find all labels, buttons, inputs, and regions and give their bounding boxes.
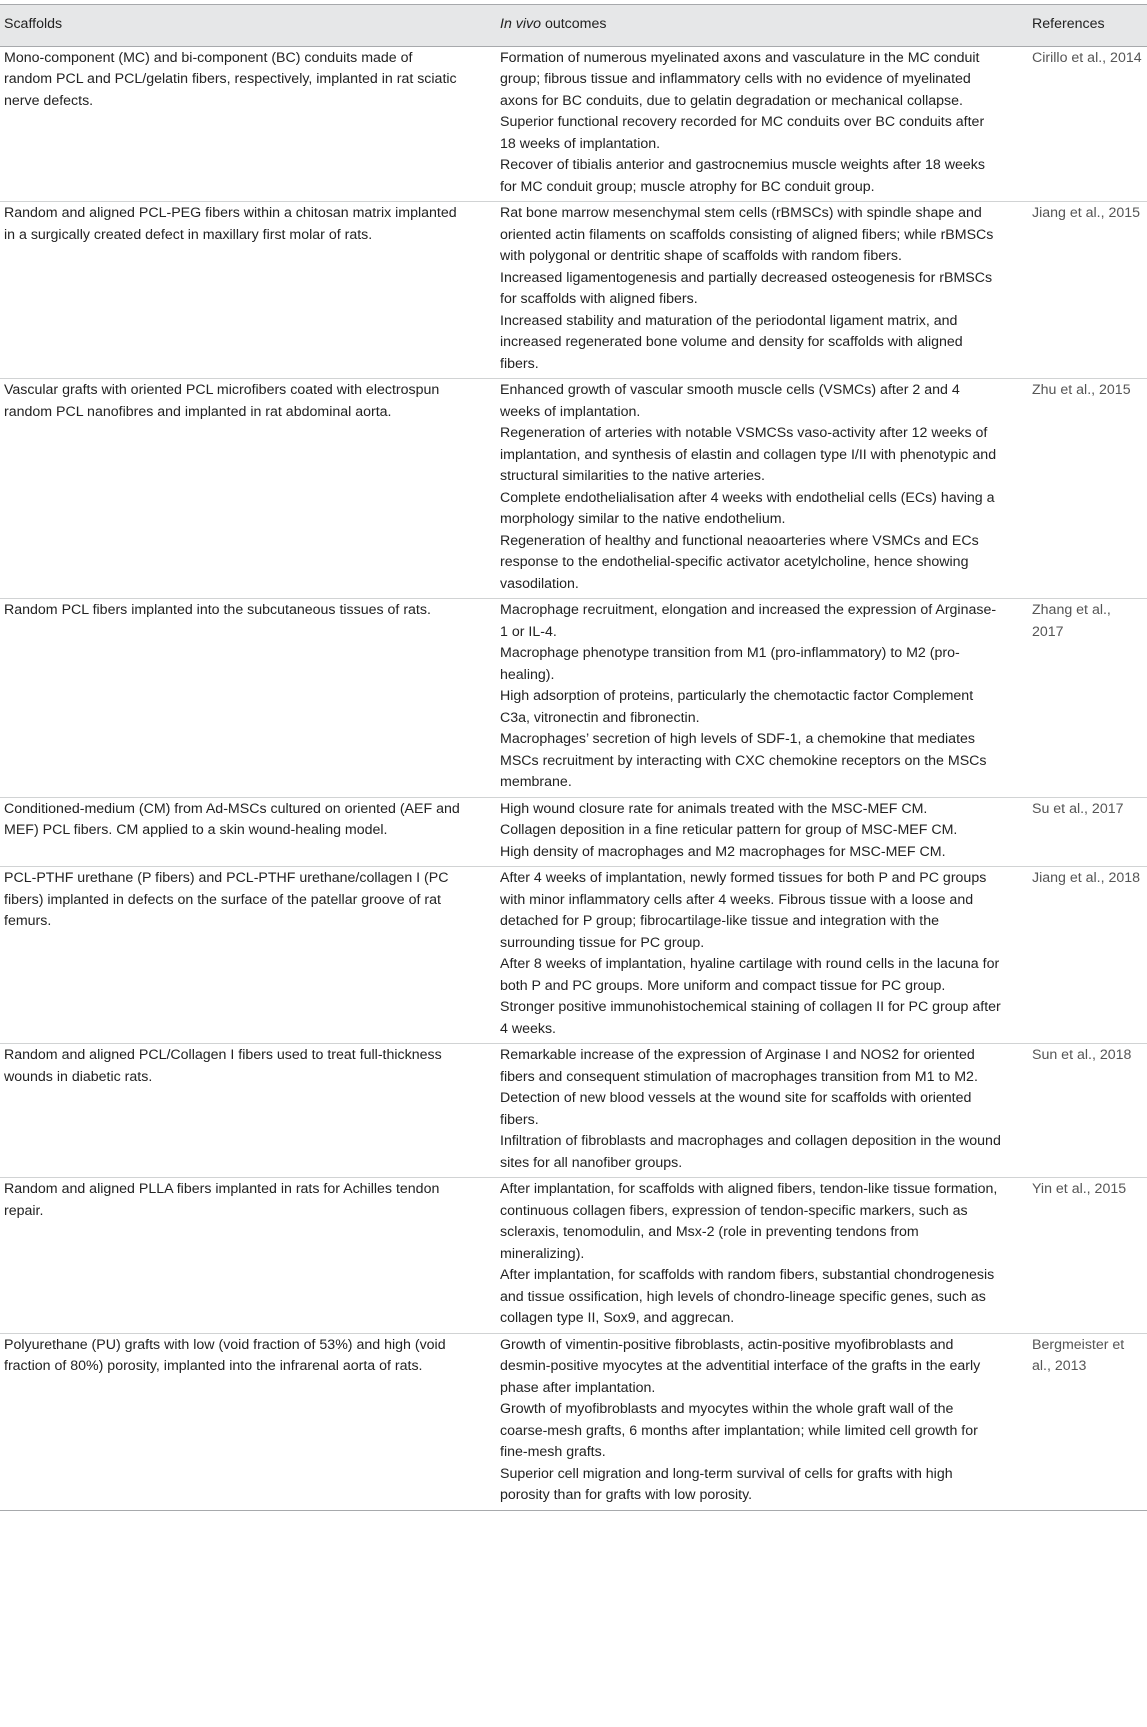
- outcome-item: After implantation, for scaffolds with aligned fibers, tendon-like tissue formation, continuous collagen fibers, expression of tendon-specific markers, such as scleraxis, tenomodulin, and Msx-2 (role in preventing tendons from mineralizing).: [500, 1181, 998, 1262]
- scaffold-cell: Conditioned-medium (CM) from Ad-MSCs cultured on oriented (AEF and MEF) PCL fibers. CM applied to a skin wound-healing model.: [0, 797, 476, 867]
- outcome-item: Increased stability and maturation of the periodontal ligament matrix, and increased regenerated bone volume and density for scaffolds with aligned fibers.: [500, 312, 963, 372]
- table-body: [0, 46, 1147, 1510]
- header-scaffolds: Scaffolds: [0, 5, 476, 47]
- outcome-item: Growth of vimentin-positive fibroblasts, actin-positive myofibroblasts and desmin-positive myocytes at the adventitial interface of the grafts in the early phase after implantation.: [500, 1336, 981, 1396]
- reference-cell: Zhang et al., 2017: [1012, 599, 1147, 798]
- table-row: [0, 202, 1147, 379]
- reference-cell: Su et al., 2017: [1012, 797, 1147, 867]
- outcome-item: Superior functional recovery recorded for MC conduits over BC conduits after 18 weeks of implantation.: [500, 114, 985, 152]
- scaffold-cell: Mono-component (MC) and bi-component (BC) conduits made of random PCL and PCL/gelatin fibers, respectively, implanted in rat sciatic nerve defects.: [0, 46, 476, 202]
- outcomes-cell: [476, 202, 1012, 379]
- header-row: [0, 5, 1147, 47]
- table-row: [0, 1333, 1147, 1510]
- outcomes-cell: [476, 867, 1012, 1044]
- table-header: [0, 5, 1147, 47]
- outcome-item: Increased ligamentogenesis and partially decreased osteogenesis for rBMSCs for scaffolds with aligned fibers.: [500, 269, 993, 307]
- outcome-item: Macrophage recruitment, elongation and increased the expression of Arginase-1 or IL-4.: [500, 602, 997, 640]
- outcome-item: Enhanced growth of vascular smooth muscle cells (VSMCs) after 2 and 4 weeks of implantation.: [500, 382, 960, 420]
- outcome-item: Formation of numerous myelinated axons and vasculature in the MC conduit group; fibrous tissue and inflammatory cells with no evidence of myelinated axons for BC conduits, due to gelatin degradation or mechanical collapse.: [500, 49, 980, 109]
- header-outcomes: [476, 5, 1012, 47]
- outcome-item: Macrophages’ secretion of high levels of SDF-1, a chemokine that mediates MSCs recruitment by interacting with CXC chemokine receptors on the MSCs membrane.: [500, 731, 987, 790]
- header-outcomes-italic: In vivo: [500, 16, 542, 32]
- table-row: [0, 867, 1147, 1044]
- outcome-item: High adsorption of proteins, particularly the chemotactic factor Complement C3a, vitronectin and fibronectin.: [500, 688, 974, 726]
- outcome-item: Recover of tibialis anterior and gastrocnemius muscle weights after 18 weeks for MC conduit group; muscle atrophy for BC conduit group.: [500, 157, 985, 195]
- reference-cell: Zhu et al., 2015: [1012, 379, 1147, 599]
- table-row: [0, 1044, 1147, 1178]
- outcomes-cell: [476, 46, 1012, 202]
- outcome-item: Remarkable increase of the expression of Arginase I and NOS2 for oriented fibers and consequent stimulation of macrophages transition from M1 to M2.: [500, 1047, 978, 1085]
- reference-cell: Jiang et al., 2015: [1012, 202, 1147, 379]
- scaffold-cell: PCL-PTHF urethane (P fibers) and PCL-PTHF urethane/collagen I (PC fibers) implanted in defects on the surface of the patellar groove of rat femurs.: [0, 867, 476, 1044]
- reference-cell: Bergmeister et al., 2013: [1012, 1333, 1147, 1510]
- table-row: [0, 797, 1147, 867]
- outcome-item: After implantation, for scaffolds with random fibers, substantial chondrogenesis and tissue ossification, high levels of chondro-lineage specific genes, such as collagen type II, Sox9, and aggrecan.: [500, 1267, 995, 1326]
- reference-cell: Sun et al., 2018: [1012, 1044, 1147, 1178]
- outcomes-cell: [476, 599, 1012, 798]
- scaffolds-outcomes-table: [0, 4, 1147, 1511]
- outcome-item: Growth of myofibroblasts and myocytes within the whole graft wall of the coarse-mesh grafts, 6 months after implantation; while limited cell growth for fine-mesh grafts.: [500, 1401, 978, 1460]
- scaffold-cell: Polyurethane (PU) grafts with low (void fraction of 53%) and high (void fraction of 80%) porosity, implanted into the infrarenal aorta of rats.: [0, 1333, 476, 1510]
- outcome-item: Infiltration of fibroblasts and macrophages and collagen deposition in the wound sites for all nanofiber groups.: [500, 1133, 1001, 1171]
- table-row: [0, 1178, 1147, 1334]
- reference-cell: Jiang et al., 2018: [1012, 867, 1147, 1044]
- outcome-item: Superior cell migration and long-term survival of cells for grafts with high porosity than for grafts with low porosity.: [500, 1465, 953, 1503]
- outcome-item: Collagen deposition in a fine reticular pattern for group of MSC-MEF CM.: [500, 822, 958, 838]
- outcome-item: Detection of new blood vessels at the wound site for scaffolds with oriented fibers.: [500, 1090, 972, 1128]
- reference-cell: Cirillo et al., 2014: [1012, 46, 1147, 202]
- outcome-item: Regeneration of healthy and functional neaoarteries where VSMCs and ECs response to the endothelial-specific activator acetylcholine, hence showing vasodilation.: [500, 532, 979, 592]
- outcome-item: Stronger positive immunohistochemical staining of collagen II for PC group after 4 weeks.: [500, 999, 1001, 1037]
- scaffold-cell: Vascular grafts with oriented PCL microfibers coated with electrospun random PCL nanofibres and implanted in rat abdominal aorta.: [0, 379, 476, 599]
- outcome-item: After 8 weeks of implantation, hyaline cartilage with round cells in the lacuna for both P and PC groups. More uniform and compact tissue for PC group.: [500, 956, 1000, 994]
- table-row: [0, 379, 1147, 599]
- table-row: [0, 599, 1147, 798]
- table-row: [0, 46, 1147, 202]
- outcome-item: After 4 weeks of implantation, newly formed tissues for both P and PC groups with minor inflammatory cells after 4 weeks. Fibrous tissue with a loose and detached for P group; fibrocartilage-like tissue and integration with the surrounding tissue for PC group.: [500, 870, 987, 951]
- header-references: References: [1012, 5, 1147, 47]
- scaffold-cell: Random and aligned PLLA fibers implanted in rats for Achilles tendon repair.: [0, 1178, 476, 1334]
- outcomes-cell: [476, 1333, 1012, 1510]
- scaffold-cell: Random PCL fibers implanted into the subcutaneous tissues of rats.: [0, 599, 476, 798]
- scaffold-cell: Random and aligned PCL-PEG fibers within a chitosan matrix implanted in a surgically created defect in maxillary first molar of rats.: [0, 202, 476, 379]
- outcomes-cell: [476, 1178, 1012, 1334]
- scaffold-cell: Random and aligned PCL/Collagen I fibers used to treat full-thickness wounds in diabetic rats.: [0, 1044, 476, 1178]
- outcomes-cell: [476, 379, 1012, 599]
- outcome-item: High wound closure rate for animals treated with the MSC-MEF CM.: [500, 800, 928, 817]
- outcomes-cell: [476, 797, 1012, 867]
- outcome-item: Regeneration of arteries with notable VSMCSs vaso-activity after 12 weeks of implantation, and synthesis of elastin and collagen type I/II with phenotypic and structural similarities to the native arteries.: [500, 425, 997, 484]
- header-outcomes-rest: outcomes: [541, 16, 607, 32]
- outcomes-cell: [476, 1044, 1012, 1178]
- outcome-item: High density of macrophages and M2 macrophages for MSC-MEF CM.: [500, 843, 946, 860]
- outcome-item: Macrophage phenotype transition from M1 (pro-inflammatory) to M2 (pro-healing).: [500, 645, 960, 683]
- outcome-item: Complete endothelialisation after 4 weeks with endothelial cells (ECs) having a morphology similar to the native endothelium.: [500, 489, 995, 527]
- outcome-item: Rat bone marrow mesenchymal stem cells (rBMSCs) with spindle shape and oriented actin filaments on scaffolds consisting of aligned fibers; while rBMSCs with polygonal or dentritic shape of scaffolds with random fibers.: [500, 205, 994, 264]
- reference-cell: Yin et al., 2015: [1012, 1178, 1147, 1334]
